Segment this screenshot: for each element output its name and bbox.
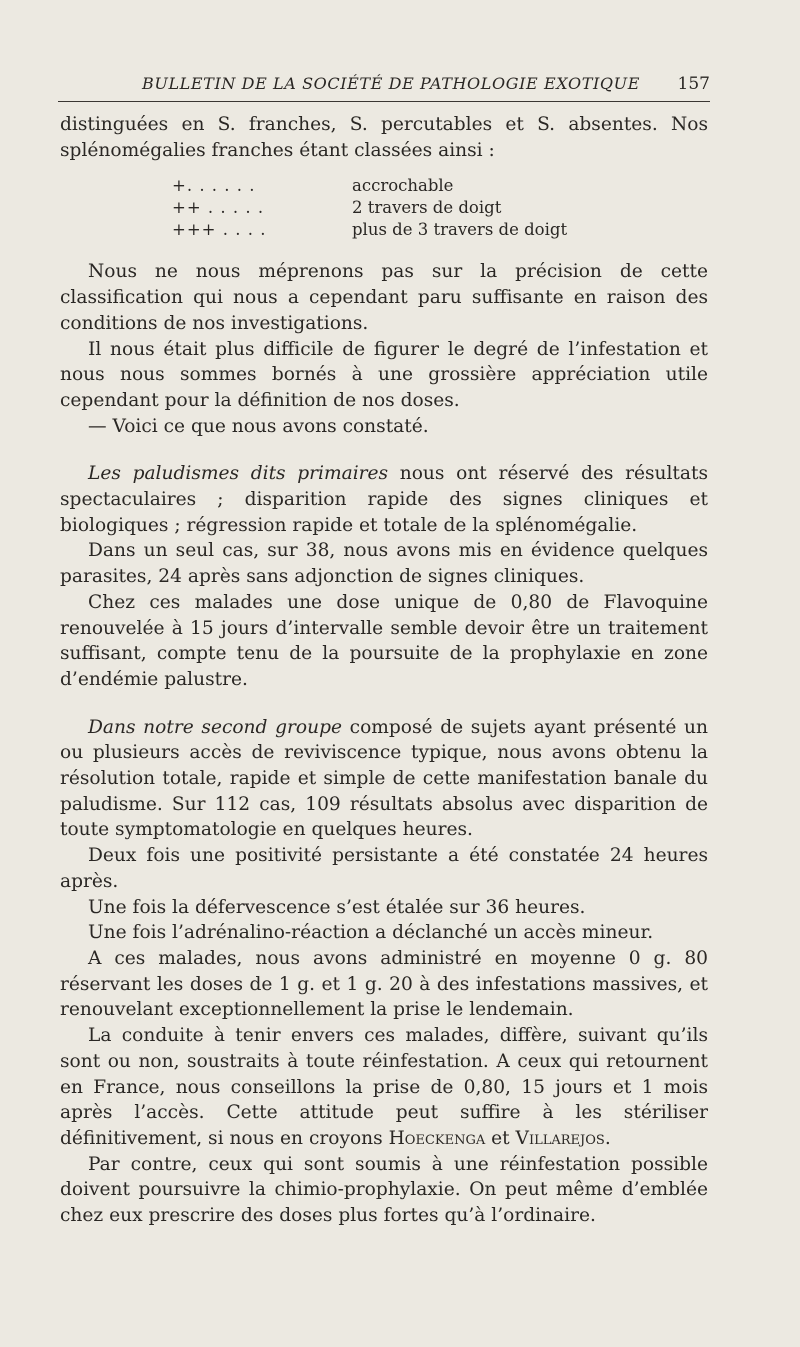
paragraph bbox=[60, 461, 708, 538]
running-title: BULLETIN DE LA SOCIÉTÉ DE PATHOLOGIE EXOTIQUE bbox=[142, 74, 640, 93]
running-header bbox=[60, 70, 710, 100]
paragraph: A ces malades, nous avons administré en moyenne 0 g. 80 réservant les doses de 1 g. et 1 g. 20 à des infestations massives, et renouvelant exceptionnellement la prise le lendemain. bbox=[60, 947, 708, 1021]
paragraph bbox=[60, 1023, 708, 1152]
scale-row bbox=[172, 197, 708, 219]
paragraph: Dans un seul cas, sur 38, nous avons mis en évidence quelques parasites, 24 après sans adjonction de signes cliniques. bbox=[60, 540, 708, 588]
scale-label: 2 travers de doigt bbox=[352, 198, 502, 218]
scale-label: accrochable bbox=[352, 176, 454, 196]
italic-heading: Les paludismes dits primaires bbox=[88, 463, 389, 485]
section-gap bbox=[60, 439, 708, 461]
paragraph-text: nous ont réservé des résultats spectaculaires ; disparition rapide des signes cliniques et biologiques ; régression rapide et totale de la splénomégalie. bbox=[60, 463, 708, 536]
paragraph-text: et bbox=[485, 1127, 516, 1149]
paragraph: Deux fois une positivité persistante a été constatée 24 heures après. bbox=[60, 845, 708, 892]
scale-mark: ++ . . . . . bbox=[172, 198, 265, 218]
paragraph: — Voici ce que nous avons constaté. bbox=[88, 415, 429, 437]
paragraph bbox=[60, 715, 708, 844]
author-name: Villarejos bbox=[515, 1127, 605, 1149]
paragraph: Nous ne nous méprenons pas sur la précision de cette classification qui nous a cependant paru suffisante en raison des conditions de nos investigations. bbox=[60, 261, 708, 334]
paragraph: Par contre, ceux qui sont soumis à une réinfestation possible doivent poursuivre la chimio-prophylaxie. On peut même d’emblée chez eux prescrire des doses plus fortes qu’à l’ordinaire. bbox=[60, 1153, 708, 1227]
splenomegaly-scale bbox=[172, 175, 708, 241]
paragraph: Il nous était plus difficile de figurer le degré de l’infestation et nous nous sommes bornés à une grossière appréciation utile cependant pour la définition de nos doses. bbox=[60, 338, 708, 411]
paragraph-text: . bbox=[604, 1127, 611, 1149]
paragraph: Une fois l’adrénalino-réaction a déclanché un accès mineur. bbox=[88, 922, 654, 944]
scale-row bbox=[172, 219, 708, 241]
section-gap bbox=[60, 693, 708, 715]
paragraph: Chez ces malades une dose unique de 0,80 de Flavoquine renouvelée à 15 jours d’intervalle semble devoir être un traitement suffisant, compte tenu de la poursuite de la prophylaxie en zone d’endémie palustre. bbox=[60, 591, 708, 690]
page-number: 157 bbox=[677, 74, 710, 94]
paragraph-text: composé de sujets ayant présenté un ou plusieurs accès de reviviscence typique, nous avons obtenu la résolution totale, rapide et simple de cette manifestation banale du paludisme. Sur 112 cas, 109 résultats absolus avec disparition de toute symptomatologie en quelques heures. bbox=[60, 716, 708, 841]
scale-row bbox=[172, 175, 708, 197]
scale-mark: +. . . . . . bbox=[172, 176, 256, 196]
scale-mark: +++ . . . . bbox=[172, 220, 267, 240]
article-body bbox=[60, 112, 708, 1229]
header-rule bbox=[58, 101, 710, 102]
paragraph: Une fois la défervescence s’est étalée sur 36 heures. bbox=[88, 896, 586, 918]
paragraph: distinguées en S. franches, S. percutables et S. absentes. Nos splénomégalies franches étant classées ainsi : bbox=[60, 114, 708, 161]
italic-heading: Dans notre second groupe bbox=[88, 716, 342, 738]
scale-label: plus de 3 travers de doigt bbox=[352, 220, 568, 240]
paragraph-text: La conduite à tenir envers ces malades, diffère, suivant qu’ils sont ou non, soustraits à toute réinfestation. A ceux qui retournent en France, nous conseillons la prise de 0,80, 15 jours et 1 mois après l’accès. Cette attitude peut suffire à les stériliser définitivement, si nous en croyons bbox=[60, 1025, 708, 1149]
author-name: Hoeckenga bbox=[388, 1127, 486, 1149]
